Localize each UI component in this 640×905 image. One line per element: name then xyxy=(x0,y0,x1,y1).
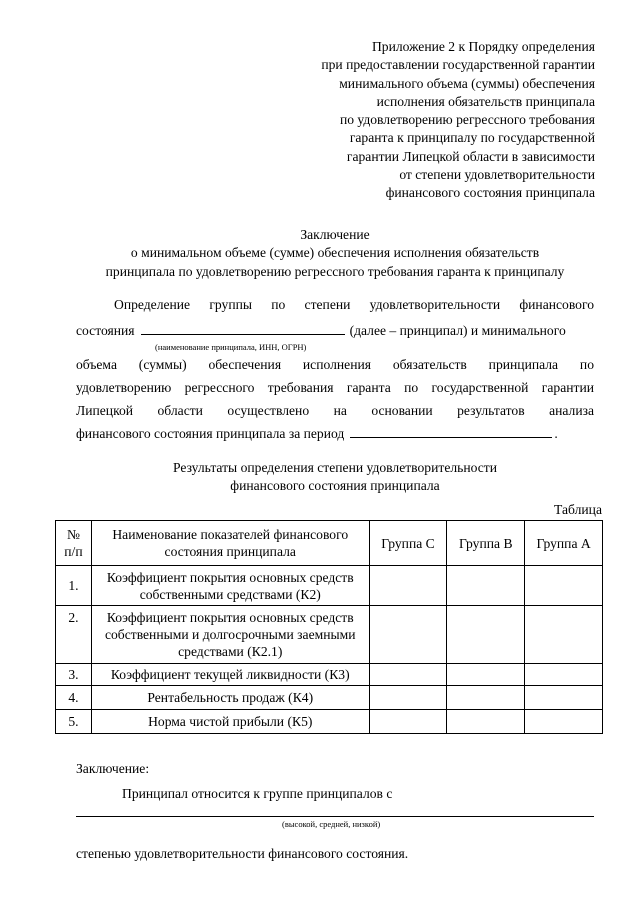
results-title-line: Результаты определения степени удовлетворительности xyxy=(172,460,497,475)
body-line-5: Липецкой области осуществлено на основании результатов анализа xyxy=(76,403,594,418)
row-cell-group-b[interactable] xyxy=(447,566,525,606)
row-cell-group-a[interactable] xyxy=(525,686,603,710)
period-blank xyxy=(350,425,552,438)
row-num: 5. xyxy=(56,710,92,734)
row-num: 2. xyxy=(56,606,92,664)
table-row xyxy=(56,710,603,734)
header-name: Наименование показателей финансового состояния принципала xyxy=(91,521,369,566)
appendix-line: Приложение 2 к Порядку определения xyxy=(371,39,595,54)
row-cell-group-c[interactable] xyxy=(369,664,447,686)
table-row xyxy=(56,664,603,686)
row-cell-group-b[interactable] xyxy=(447,686,525,710)
conclusion-title-heading: Заключение xyxy=(300,227,370,242)
row-num: 1. xyxy=(56,566,92,606)
body-line-2 xyxy=(76,322,594,340)
row-cell-group-b[interactable] xyxy=(447,710,525,734)
row-name: Коэффициент текущей ликвидности (К3) xyxy=(91,664,369,686)
header-num: № п/п xyxy=(56,521,92,566)
appendix-line: по удовлетворению регрессного требования xyxy=(339,112,595,128)
results-title-line: финансового состояния принципала xyxy=(230,478,440,494)
conclusion-title xyxy=(70,226,600,281)
appendix-line: финансового состояния принципала xyxy=(385,185,595,201)
conclusion-final-line: степенью удовлетворительности финансового состояния. xyxy=(76,846,409,861)
appendix-line: минимального объема (суммы) обеспечения xyxy=(339,75,595,91)
header-group-a: Группа А xyxy=(525,521,603,566)
row-name: Коэффициент покрытия основных средств собственными средствами (К2) xyxy=(91,566,369,606)
conclusion-title-line: принципала по удовлетворению регрессного требования гаранта к принципалу xyxy=(105,263,565,279)
body-line-2-start: состояния xyxy=(76,323,135,338)
body-line-2-end: (далее – принципал) и минимального xyxy=(349,323,566,338)
row-cell-group-c[interactable] xyxy=(369,566,447,606)
row-cell-group-a[interactable] xyxy=(525,566,603,606)
row-num: 3. xyxy=(56,664,92,686)
row-cell-group-a[interactable] xyxy=(525,606,603,664)
row-cell-group-b[interactable] xyxy=(447,606,525,664)
group-degree-hint: (высокой, средней, низкой) xyxy=(282,819,381,829)
table-caption: Таблица xyxy=(554,502,602,517)
table-row xyxy=(56,606,603,664)
body-line-6 xyxy=(76,425,594,443)
table-row xyxy=(56,686,603,710)
results-title xyxy=(70,459,600,496)
group-degree-blank xyxy=(76,816,594,817)
appendix-line: от степени удовлетворительности xyxy=(399,167,595,183)
principal-name-hint: (наименование принципала, ИНН, ОГРН) xyxy=(155,342,307,352)
appendix-line: гарантии Липецкой области в зависимости xyxy=(346,148,595,164)
row-cell-group-a[interactable] xyxy=(525,710,603,734)
body-line-6-start: финансового состояния принципала за период xyxy=(76,426,345,441)
row-num: 4. xyxy=(56,686,92,710)
principal-name-blank xyxy=(141,322,345,335)
appendix-line: исполнения обязательств принципала xyxy=(376,93,595,109)
table-header-row xyxy=(56,521,603,566)
body-line-1: Определение группы по степени удовлетворительности финансового xyxy=(114,297,594,312)
appendix-line: при предоставлении государственной гарантии xyxy=(321,57,595,73)
row-name: Норма чистой прибыли (К5) xyxy=(91,710,369,734)
row-name: Коэффициент покрытия основных средств собственными и долгосрочными заемными средствами (К2.1) xyxy=(91,606,369,664)
row-cell-group-c[interactable] xyxy=(369,606,447,664)
row-cell-group-c[interactable] xyxy=(369,686,447,710)
row-name: Рентабельность продаж (К4) xyxy=(91,686,369,710)
appendix-line: гаранта к принципалу по государственной xyxy=(349,130,595,146)
body-line-3: объема (суммы) обеспечения исполнения обязательств принципала по xyxy=(76,357,594,372)
row-cell-group-b[interactable] xyxy=(447,664,525,686)
appendix-header xyxy=(235,38,595,203)
body-line-4: удовлетворению регрессного требования гаранта по государственной гарантии xyxy=(76,380,594,395)
header-group-b: Группа В xyxy=(447,521,525,566)
header-group-c: Группа С xyxy=(369,521,447,566)
conclusion-title-line: о минимальном объеме (сумме) обеспечения исполнения обязательств xyxy=(130,245,540,261)
conclusion-label: Заключение: xyxy=(76,761,150,776)
indicators-table xyxy=(55,520,603,734)
body-line-6-end: . xyxy=(554,426,558,441)
row-cell-group-a[interactable] xyxy=(525,664,603,686)
table-row xyxy=(56,566,603,606)
row-cell-group-c[interactable] xyxy=(369,710,447,734)
conclusion-line: Принципал относится к группе принципалов с xyxy=(122,786,393,801)
